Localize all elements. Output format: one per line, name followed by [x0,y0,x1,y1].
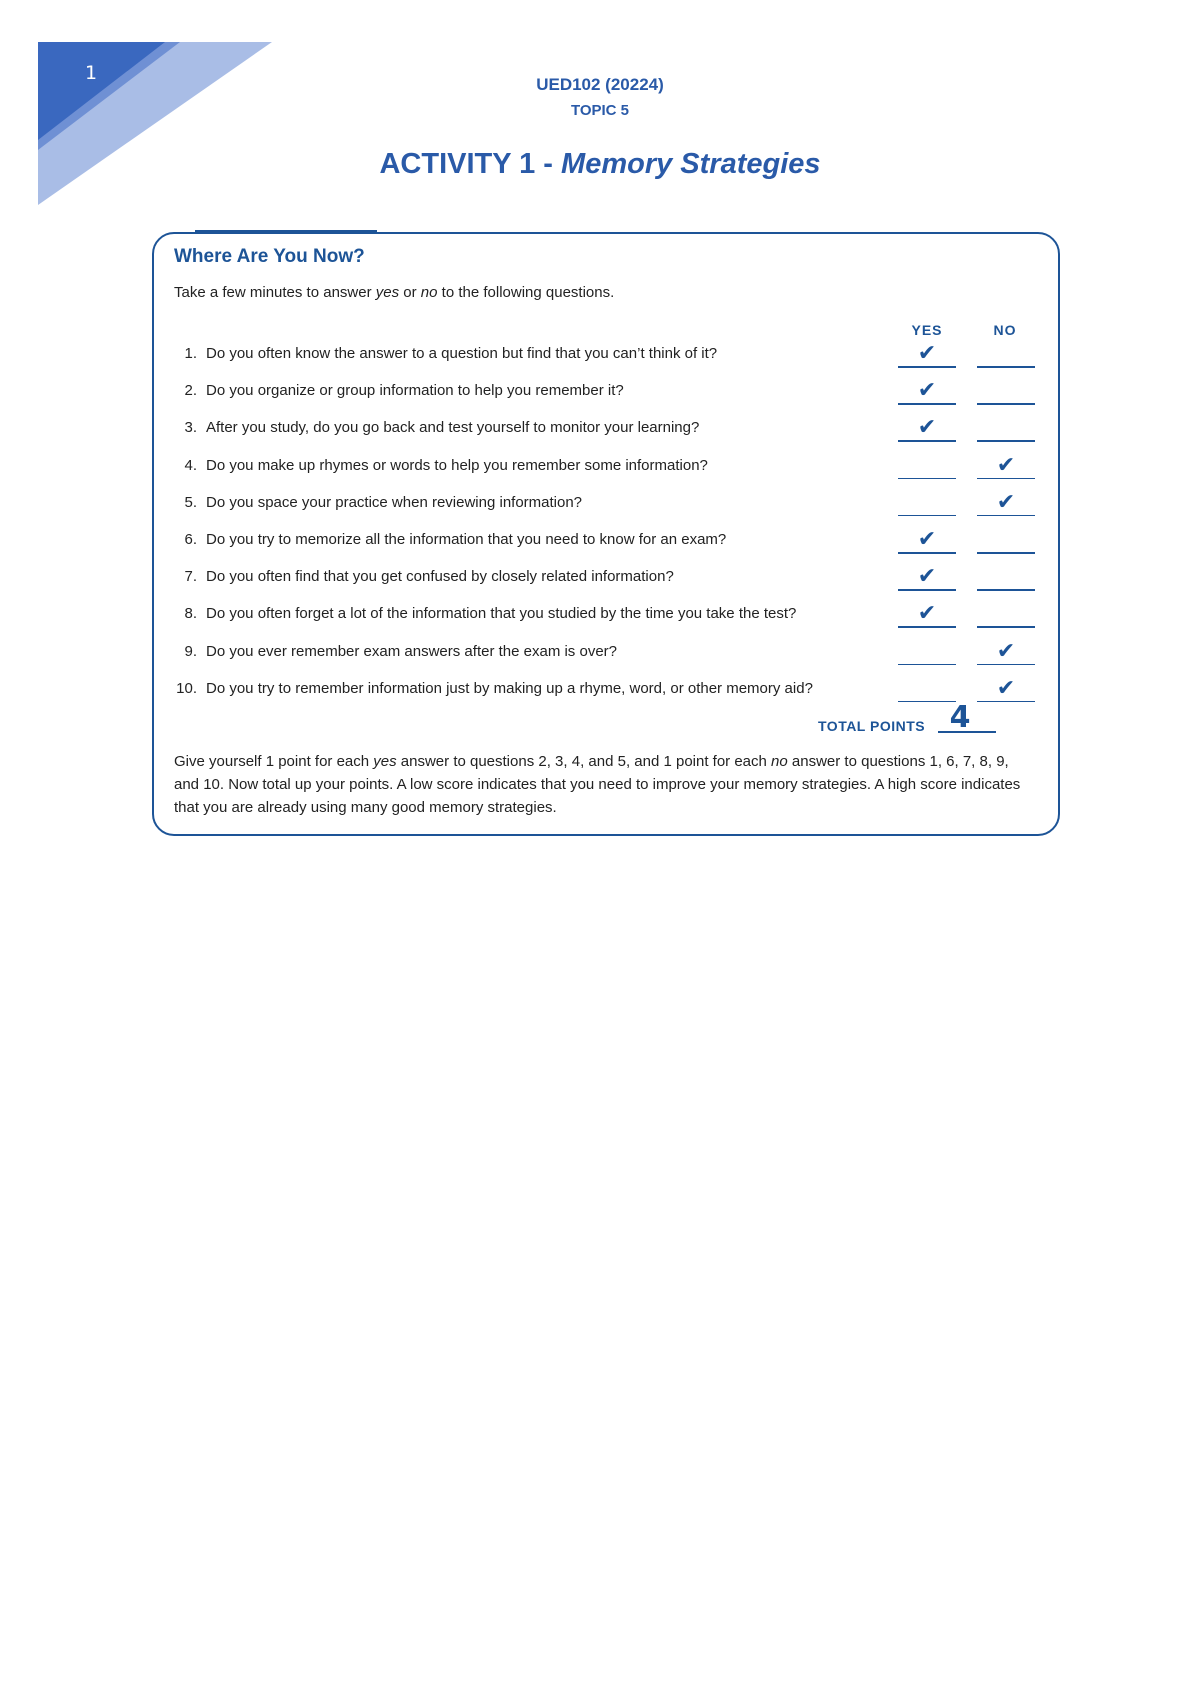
question-text: Do you organize or group information to help you remember it? [206,382,624,400]
question-number: 1. [184,345,197,362]
no-answer-blank[interactable] [977,552,1035,554]
question-row [0,526,1200,556]
yes-answer-blank[interactable] [898,664,956,666]
question-row [0,414,1200,444]
yes-answer-blank[interactable] [898,552,956,554]
question-row [0,452,1200,482]
question-number: 7. [184,568,197,586]
check-mark-icon: ✔ [996,488,1016,514]
total-points-value: 4 [949,700,971,735]
yes-answer-blank[interactable] [898,440,956,442]
question-text: Do you try to memorize all the information that you need to know for an exam? [206,531,727,548]
question-text: Do you often find that you get confused by closely related information? [206,568,674,586]
yes-answer-blank[interactable] [898,626,956,628]
no-answer-blank[interactable] [977,664,1035,666]
question-text: Do you space your practice when reviewing information? [206,493,583,511]
box-heading: Where Are You Now? [174,246,365,267]
no-answer-blank[interactable] [977,589,1035,591]
no-answer-blank[interactable] [977,403,1035,405]
scoring-instructions: Give yourself 1 point for each yes answer to questions 2, 3, 4, and 5, and 1 point for each no answer to questions 1, 6, 7, 8, 9, and 10. Now total up your points. A low score indicates that you need to improve your memory strategies. A high score indicates that you are already using many good memory strategies. [174,753,1021,816]
question-number: 3. [184,419,197,437]
topic-label: TOPIC 5 [570,102,630,119]
question-number: 6. [184,531,197,548]
check-mark-icon: ✔ [917,340,937,365]
box-tab-accent [195,230,377,233]
question-number: 4. [184,456,197,474]
page-title [0,148,1200,181]
intro-text: Take a few minutes to answer yes or no to the following questions. [174,284,615,301]
yes-answer-blank[interactable] [898,515,956,517]
question-text: Do you try to remember information just by making up a rhyme, word, or other memory aid? [206,679,813,697]
question-number: 2. [184,382,197,400]
check-mark-icon: ✔ [917,563,937,589]
yes-answer-blank[interactable] [898,478,956,480]
yes-answer-blank[interactable] [898,366,956,368]
question-number: 8. [184,605,197,623]
yes-column-header: YES [911,322,943,338]
question-number: 10. [176,679,197,697]
title-italic: Memory Strategies [561,148,821,180]
document-header [0,72,1200,124]
check-mark-icon: ✔ [917,414,937,440]
question-text: Do you often forget a lot of the information that you studied by the time you take the test? [206,605,797,623]
check-mark-icon: ✔ [996,637,1016,663]
course-code: UED102 (20224) [536,75,664,94]
page-number: 1 [84,62,98,84]
question-row [0,600,1200,630]
no-answer-blank[interactable] [977,478,1035,480]
check-mark-icon: ✔ [917,600,937,626]
question-row [0,675,1200,705]
no-answer-blank[interactable] [977,515,1035,517]
question-text: Do you make up rhymes or words to help you remember some information? [206,456,708,474]
no-answer-blank[interactable] [977,366,1035,368]
title-main: ACTIVITY 1 - [379,148,562,180]
question-row [0,638,1200,668]
yes-answer-blank[interactable] [898,403,956,405]
check-mark-icon: ✔ [996,451,1016,477]
no-answer-blank[interactable] [977,701,1035,703]
no-answer-blank[interactable] [977,626,1035,628]
question-number: 9. [184,642,197,660]
question-text: After you study, do you go back and test yourself to monitor your learning? [206,419,700,437]
question-text: Do you often know the answer to a question but find that you can’t think of it? [206,345,718,362]
question-text: Do you ever remember exam answers after the exam is over? [206,642,617,660]
total-points-label: TOTAL POINTS [818,718,926,734]
question-row [0,340,1200,370]
no-column-header: NO [993,322,1017,338]
check-mark-icon: ✔ [917,377,937,403]
no-answer-blank[interactable] [977,440,1035,442]
question-row [0,563,1200,593]
yes-answer-blank[interactable] [898,589,956,591]
check-mark-icon: ✔ [996,674,1016,700]
question-row [0,377,1200,407]
question-number: 5. [184,493,197,511]
check-mark-icon: ✔ [917,526,937,551]
question-row [0,489,1200,519]
